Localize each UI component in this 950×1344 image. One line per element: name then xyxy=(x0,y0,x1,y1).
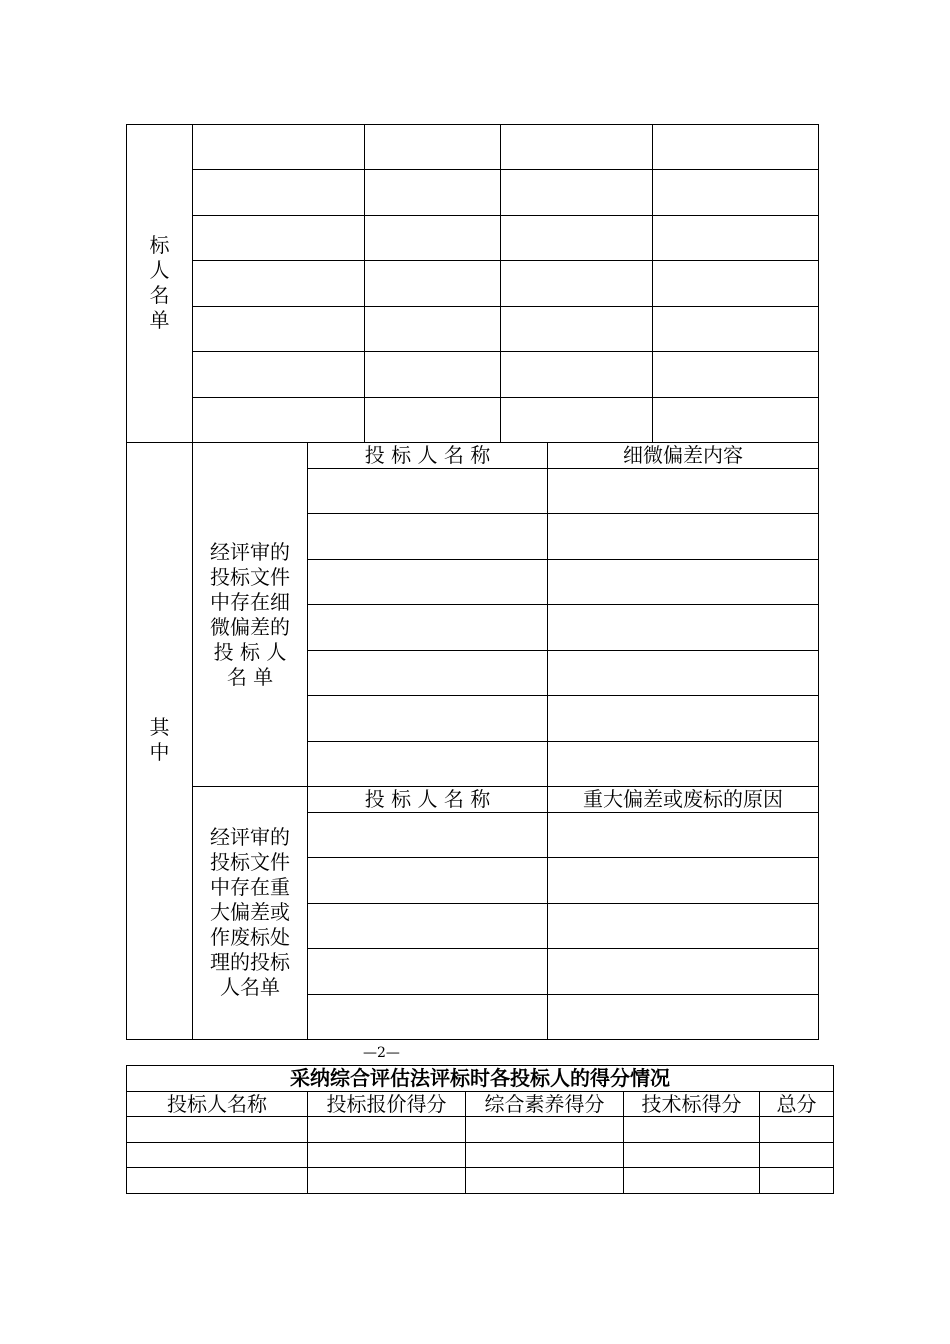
vertical-label-char: 其 xyxy=(149,715,170,739)
minor-deviation-label xyxy=(193,540,307,690)
label-line: 投标文件 xyxy=(210,565,290,589)
vertical-label-char: 名 xyxy=(149,283,170,307)
label-line: 理的投标 xyxy=(210,950,290,974)
label-line: 微偏差的 xyxy=(210,615,290,639)
major-col-header-bidder-name: 投 标 人 名 称 xyxy=(364,787,491,811)
label-line: 名 单 xyxy=(226,665,274,689)
label-line: 经评审的 xyxy=(210,825,290,849)
score-table-title: 采纳综合评估法评标时各投标人的得分情况 xyxy=(290,1066,670,1090)
vertical-label-text xyxy=(127,715,192,765)
vertical-label-char: 标 xyxy=(149,233,170,257)
minor-col-header-deviation-content: 细微偏差内容 xyxy=(623,443,743,467)
label-line: 人名单 xyxy=(220,975,280,999)
label-line: 投标文件 xyxy=(210,850,290,874)
score-header-quality-score: 综合素养得分 xyxy=(484,1092,605,1116)
label-line: 经评审的 xyxy=(210,540,290,564)
score-header-total: 总分 xyxy=(776,1092,817,1116)
major-col-header-reason: 重大偏差或废标的原因 xyxy=(583,787,783,811)
label-line: 作废标处 xyxy=(210,925,290,949)
vertical-label-text xyxy=(127,233,192,333)
vertical-label-char: 人 xyxy=(149,258,170,282)
page-number: —2— xyxy=(363,1045,400,1061)
score-header-bidder-name: 投标人名称 xyxy=(167,1092,267,1116)
vertical-label-char: 单 xyxy=(149,308,170,332)
label-line: 投 标 人 xyxy=(213,640,287,664)
score-header-technical-score: 技术标得分 xyxy=(641,1092,742,1116)
label-line: 中存在重 xyxy=(210,875,290,899)
label-line: 大偏差或 xyxy=(210,900,290,924)
left-label-among-them xyxy=(127,715,192,765)
minor-col-header-bidder-name: 投 标 人 名 称 xyxy=(364,443,491,467)
major-deviation-label xyxy=(193,825,307,1000)
left-label-bidder-list xyxy=(127,233,192,333)
vertical-label-char: 中 xyxy=(149,740,170,764)
label-line: 中存在细 xyxy=(210,590,290,614)
score-header-price-score: 投标报价得分 xyxy=(326,1092,447,1116)
